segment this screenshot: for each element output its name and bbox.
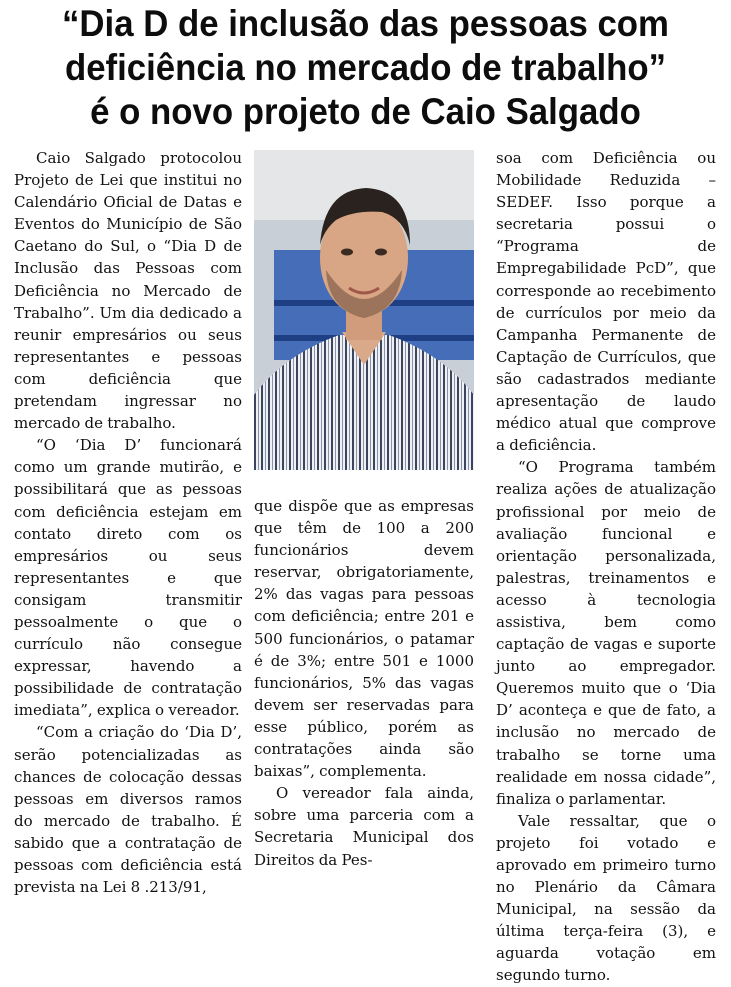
article-column-2 <box>254 495 474 871</box>
paragraph: “O ‘Dia D’ funcionará como um grande mutirão, e possibilitará que as pessoas com deficiência estejam em contato direto com os empresários ou seus representantes e que consigam transmitir pessoalmente o que o currículo não consegue expressar, havendo a possibilidade de contratação imediata”, explica o vereador. <box>14 436 242 720</box>
portrait-photo <box>254 150 474 470</box>
paragraph: soa com Deficiência ou Mobilidade Reduzida – SEDEF. Isso porque a secretaria possui o “Programa de Empregabilidade PcD”, que corresponde ao recebimento de currículos por meio da Campanha Permanente de Captação de Currículos, que são cadastrados mediante apresentação de laudo médico atual que comprove a deficiência. <box>496 149 716 455</box>
headline-line-1: “Dia D de inclusão das pessoas com <box>62 3 669 44</box>
article-column-3 <box>496 147 716 987</box>
headline-line-3: é o novo projeto de Caio Salgado <box>90 91 641 132</box>
paragraph: “Com a criação do ‘Dia D’, serão potencializadas as chances de colocação dessas pessoas em diversos ramos do mercado de trabalho. É sabido que a contratação de pessoas com deficiência está prevista na Lei 8 .213/91, <box>14 723 242 897</box>
paragraph: O vereador fala ainda, sobre uma parceria com a Secretaria Municipal dos Direitos da Pes- <box>254 784 474 869</box>
paragraph: que dispõe que as empresas que têm de 100 a 200 funcionários devem reservar, obrigatoriamente, 2% das vagas para pessoas com deficiência; entre 201 e 500 funcionários, o patamar é de 3%; entre 501 e 1000 funcionários, 5% das vagas devem ser reservadas para esse público, porém as contratações ainda são baixas”, complementa. <box>254 497 474 781</box>
paragraph: Vale ressaltar, que o projeto foi votado e aprovado em primeiro turno no Plenário da Câmara Municipal, na sessão da última terça-feira (3), e aguarda votação em segundo turno. <box>496 811 716 985</box>
headline-line-2: deficiência no mercado de trabalho” <box>64 47 667 88</box>
paragraph: “O Programa também realiza ações de atualização profissional por meio de avaliação funcional e orientação personalizada, palestras, treinamentos e acesso à tecnologia assistiva, bem como captação de vagas e suporte junto ao empregador. Queremos muito que o ‘Dia D’ aconteça e que de fato, a inclusão no mercado de trabalho se torne uma realidade em nossa cidade”, finaliza o parlamentar. <box>496 458 716 808</box>
paragraph: Caio Salgado protocolou Projeto de Lei que institui no Calendário Oficial de Datas e Eventos do Município de São Caetano do Sul, o “Dia D de Inclusão das Pessoas com Deficiência no Mercado de Trabalho”. Um dia dedicado a reunir empresários ou seus representantes e pessoas com deficiência que pretendam ingressar no mercado de trabalho. <box>14 149 242 433</box>
headline <box>22 2 709 134</box>
article-column-1 <box>14 147 242 898</box>
